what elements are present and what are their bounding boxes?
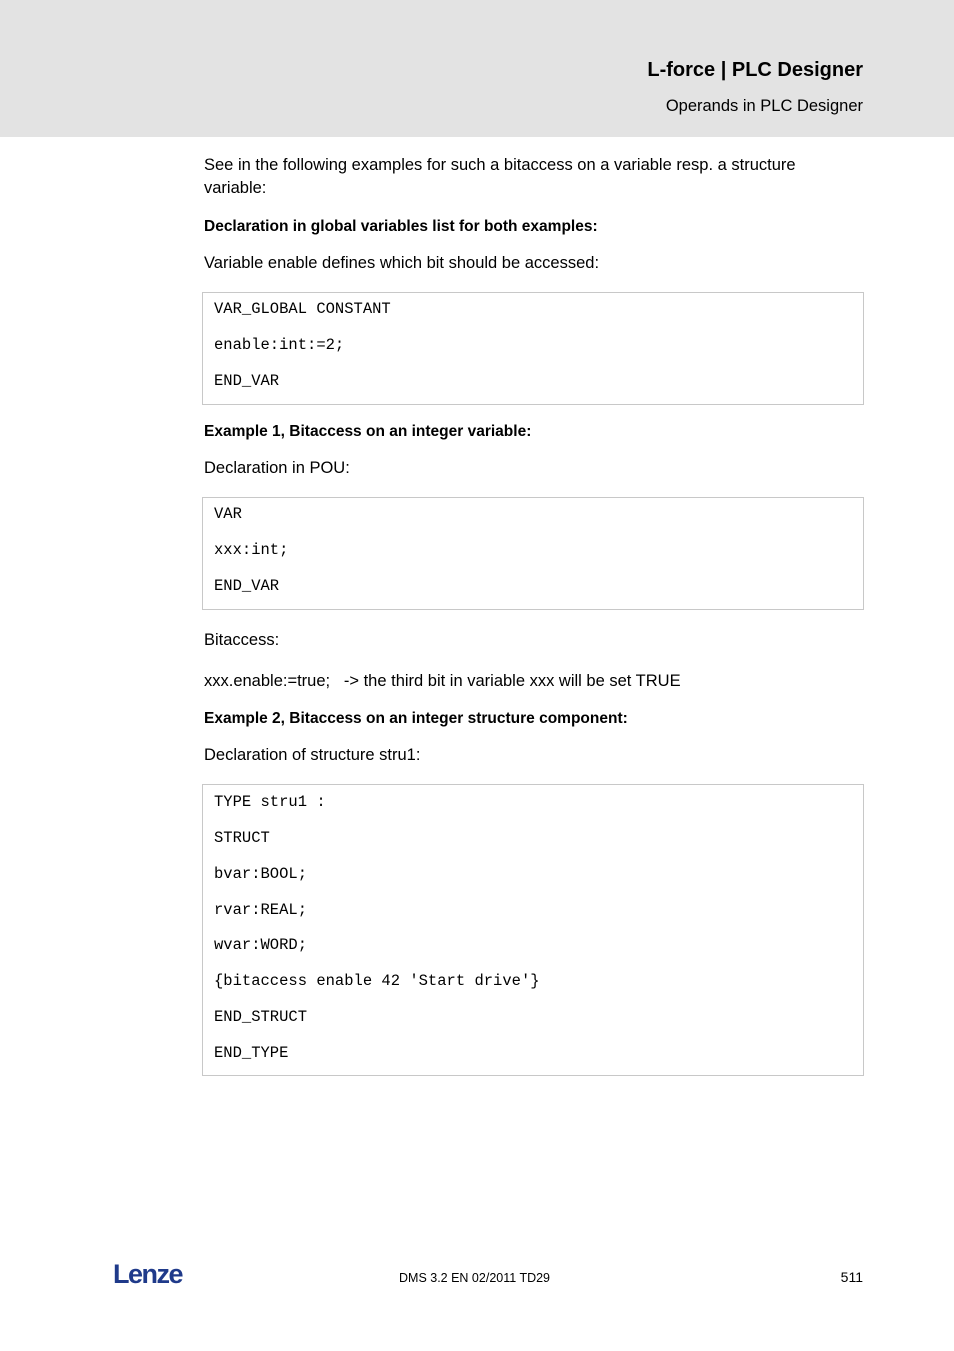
intro-paragraph: See in the following examples for such a bitaccess on a variable resp. a structure variable: xyxy=(204,156,796,197)
lenze-logo: Lenze xyxy=(113,1259,183,1289)
code-line: END_STRUCT xyxy=(214,1008,308,1026)
heading-example-2: Example 2, Bitaccess on an integer structure component: xyxy=(204,710,628,727)
page-header xyxy=(0,0,954,137)
code-line: wvar:WORD; xyxy=(214,936,308,954)
document-id: DMS 3.2 EN 02/2011 TD29 xyxy=(399,1271,551,1285)
code-block-pou xyxy=(202,497,864,610)
header-subtitle: Operands in PLC Designer xyxy=(665,97,863,115)
code-line: VAR xyxy=(214,505,242,523)
code-line: END_TYPE xyxy=(214,1044,289,1062)
page-number: 511 xyxy=(840,1269,863,1285)
struct-declaration-label: Declaration of structure stru1: xyxy=(204,746,421,764)
code-line: enable:int:=2; xyxy=(214,336,345,354)
code-block-global xyxy=(202,292,864,405)
heading-global-declaration: Declaration in global variables list for both examples: xyxy=(204,218,598,235)
code-line: TYPE stru1 : xyxy=(214,793,326,811)
heading-example-1: Example 1, Bitaccess on an integer variable: xyxy=(204,423,532,440)
bitaccess-example: xxx.enable:=true; -> the third bit in variable xxx will be set TRUE xyxy=(204,672,681,690)
code-line: END_VAR xyxy=(214,577,280,595)
code-line: {bitaccess enable 42 'Start drive'} xyxy=(214,972,540,990)
code-block-struct xyxy=(202,784,864,1076)
enable-description: Variable enable defines which bit should be accessed: xyxy=(204,254,600,272)
code-line: rvar:REAL; xyxy=(214,901,308,919)
code-line: xxx:int; xyxy=(214,541,289,559)
code-line: bvar:BOOL; xyxy=(214,865,308,883)
code-line: VAR_GLOBAL CONSTANT xyxy=(214,300,391,318)
pou-declaration-label: Declaration in POU: xyxy=(204,459,350,477)
header-title: L-force | PLC Designer xyxy=(647,59,863,81)
code-line: STRUCT xyxy=(214,829,270,847)
bitaccess-label: Bitaccess: xyxy=(204,631,280,649)
code-line: END_VAR xyxy=(214,372,280,390)
